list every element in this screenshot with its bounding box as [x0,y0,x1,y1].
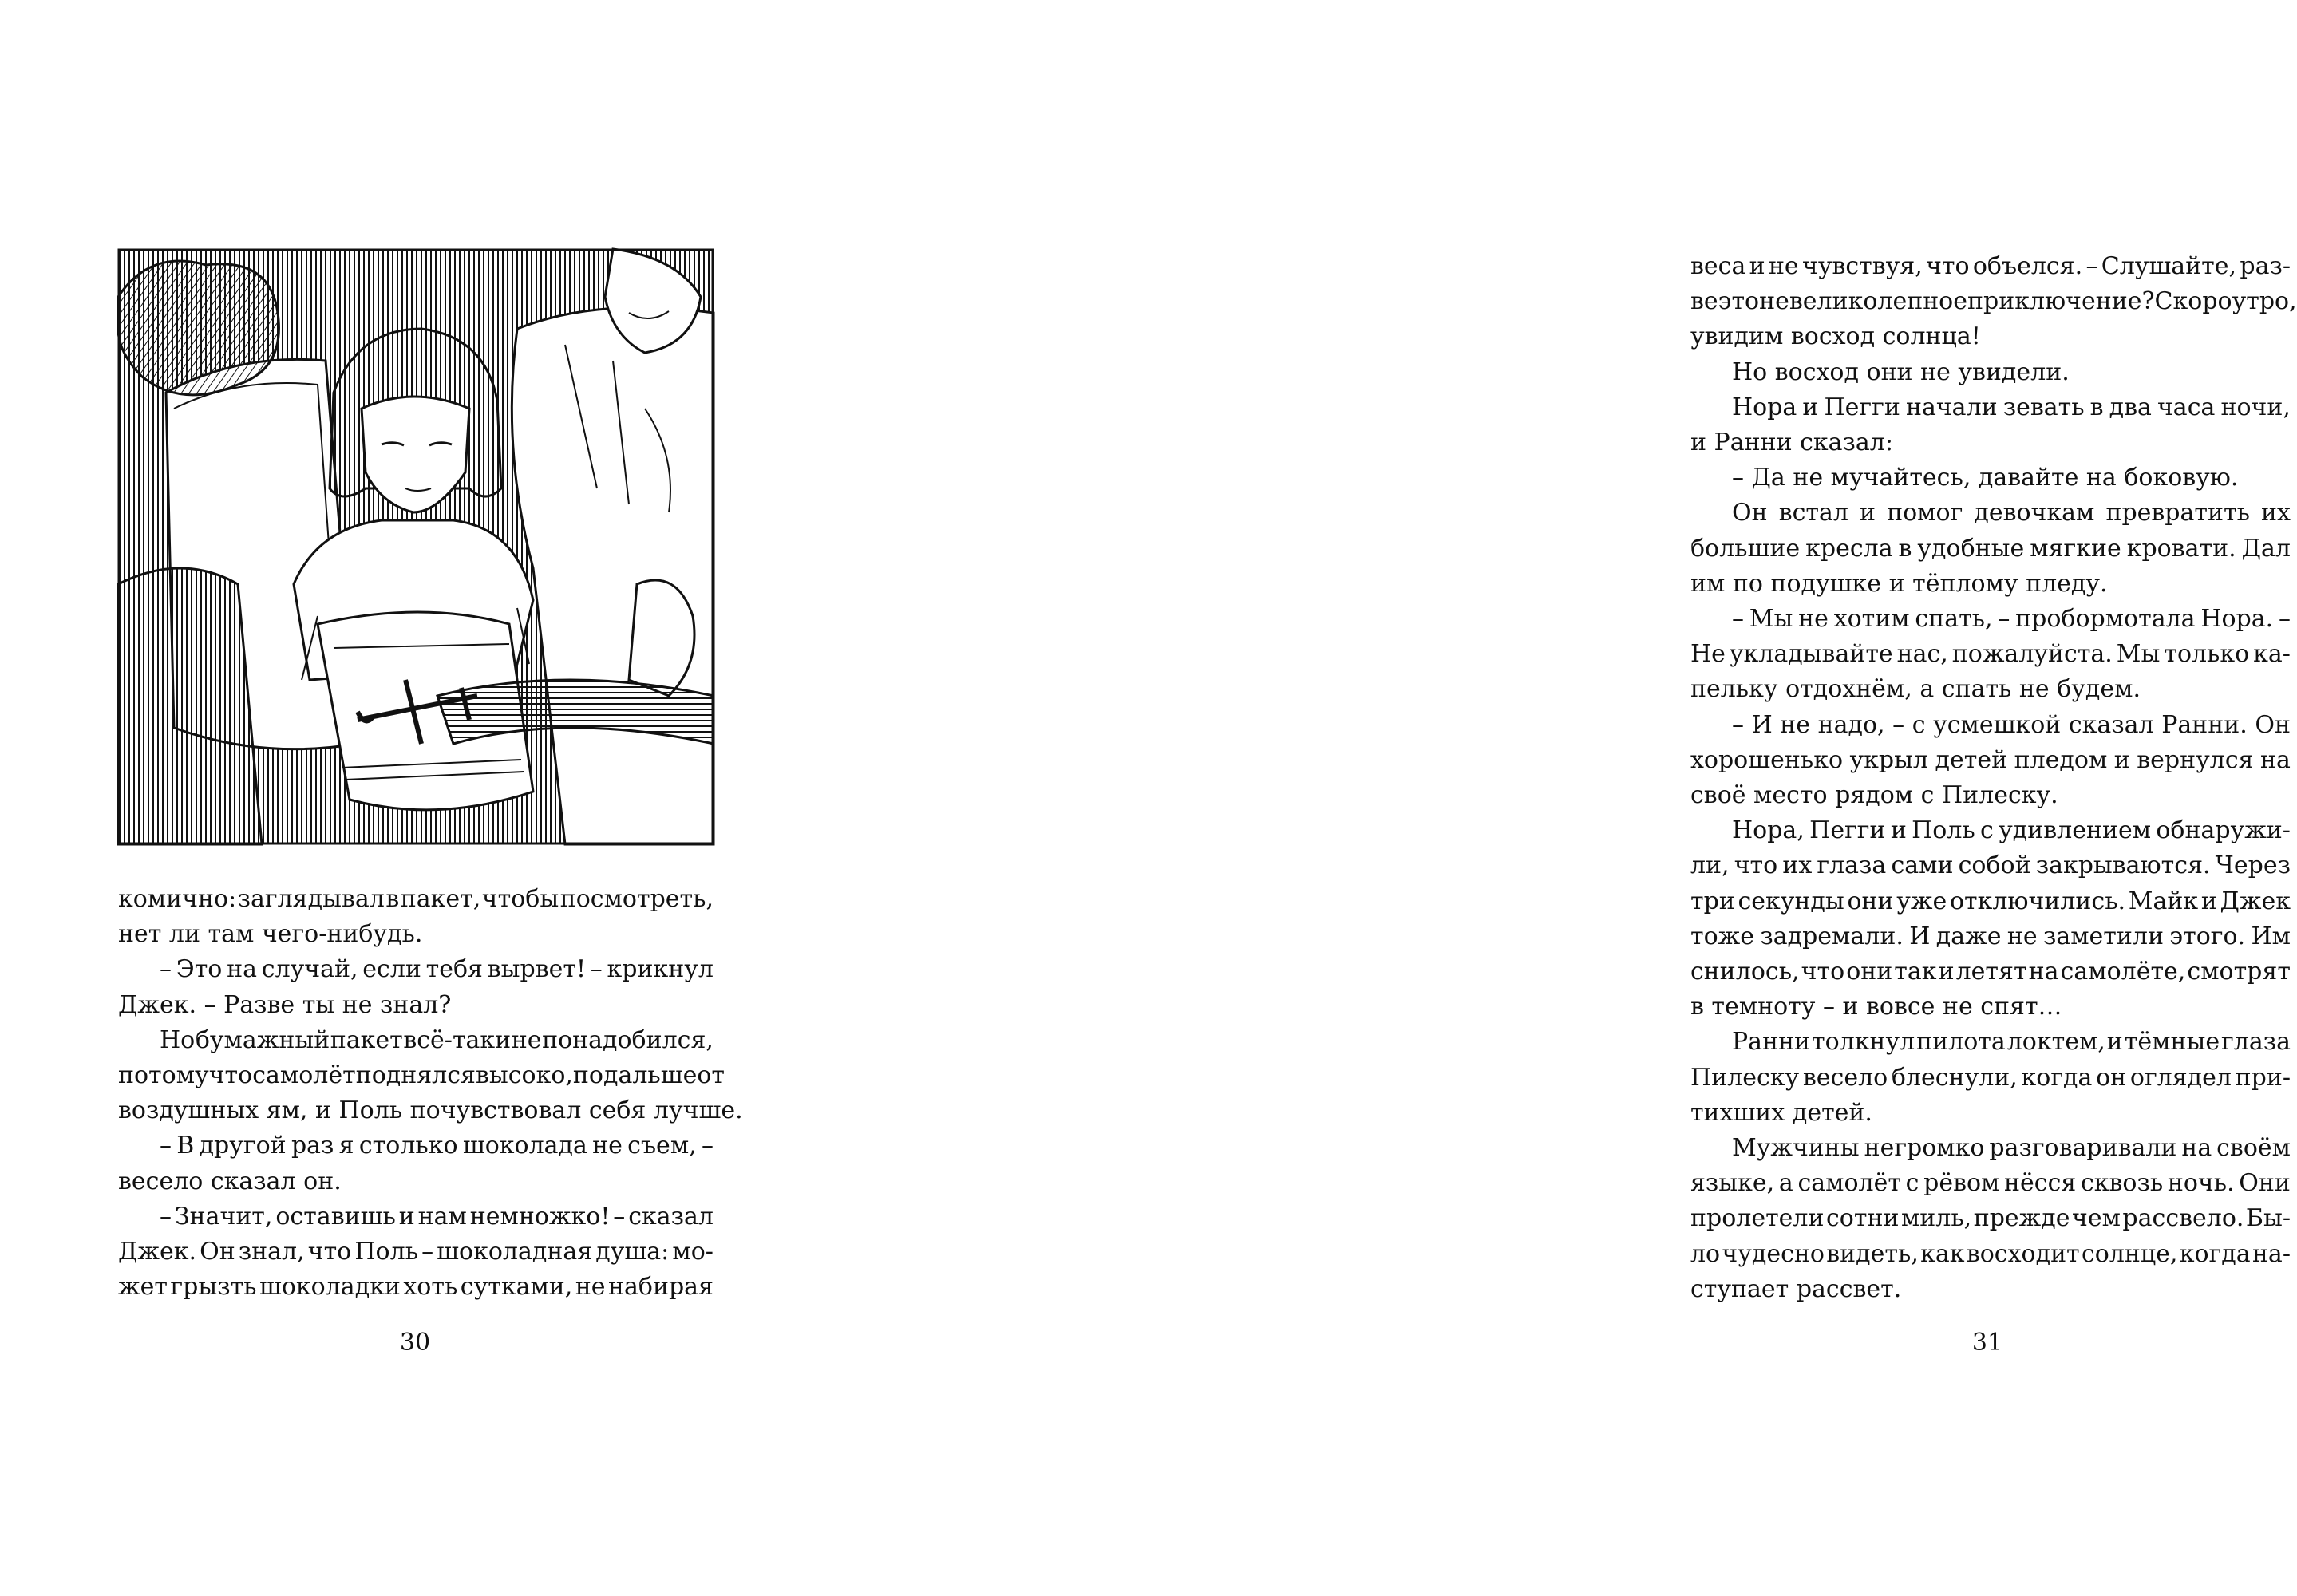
word: кресла [1805,534,1893,563]
word: локтем, [2006,1028,2105,1057]
word: они [1847,887,1894,915]
word: заглядывал [237,885,385,913]
word: на [2028,958,2059,986]
word: мягкие [2030,534,2121,563]
text-line [1690,848,2291,883]
word: заметили [2042,922,2164,950]
word: обнаружи- [2156,816,2291,845]
word: сутками, [460,1273,573,1302]
word: – [160,1202,172,1231]
word: И [1909,922,1931,950]
word: я [338,1132,354,1160]
word: самолёт [1797,1169,1901,1198]
word: приключение? [1967,287,2155,316]
text-line: – Да не мучайтесь, давайте на боковую. [1732,464,2239,492]
word: – [613,1202,626,1231]
word: так [1894,958,1937,986]
word: Значит, [174,1202,273,1231]
word: – [590,955,603,984]
word: разговаривали [1989,1134,2177,1163]
word: отключились. [1949,887,2126,915]
word: усмешкой [1933,710,2062,739]
right-page [798,0,2297,1596]
word: Мужчины [1732,1134,1860,1163]
word: рассвело. [2122,1204,2244,1233]
word: Нора, [1732,816,1805,845]
text-line [1690,390,2291,425]
word: зевать [2002,393,2085,421]
word: не [575,1273,606,1302]
word: не [1798,605,1829,634]
word: задремали. [1760,922,1904,950]
word: оглядел [2129,1063,2232,1092]
word: кровати. [2126,534,2236,563]
word: Нора [1732,393,1797,421]
word: Пилеску [1690,1063,1800,1092]
text-line: Джек. – Разве ты не знал? [118,990,452,1019]
word: не [2006,922,2038,950]
word: собой [1958,851,2031,880]
word: Не [1690,640,1726,669]
text-line [1690,1166,2291,1201]
word: – [2278,605,2291,634]
word: Поль [354,1238,418,1266]
word: Майк [2128,887,2199,915]
word: пролетели [1690,1204,1825,1233]
word: ночи, [2220,393,2291,421]
word: Ранни [1732,1028,1811,1057]
word: Бы- [2245,1204,2291,1233]
word: – [160,1132,172,1160]
word: чтобы [481,885,559,913]
word: Мы [2116,640,2161,669]
word: случай, [261,955,358,984]
left-page-text [118,882,743,1305]
word: и [1749,252,1765,280]
text-line: весело сказал он. [118,1167,342,1195]
word: даже [1935,922,2002,950]
text-line [118,952,714,987]
word: ка- [2253,640,2291,669]
word: хорошенько [1690,745,1844,774]
text-line [1690,1061,2291,1096]
word: негромко [1864,1134,1985,1163]
word: шоколадная [437,1238,593,1266]
word: веса [1690,252,1746,280]
word: нёсся [2004,1169,2077,1198]
word: Но [160,1025,196,1054]
word: прежде [1973,1204,2070,1233]
word: шоколада [462,1132,587,1160]
word: летят [1955,958,2027,986]
text-line: увидим восход солнца! [1690,322,1981,351]
word: комично: [118,885,237,913]
word: что [1734,851,1778,880]
word: это [1718,287,1760,316]
word: оставишь [275,1202,396,1231]
text-line: ступает рассвет. [1690,1274,1902,1303]
right-page-text [1690,249,2297,1307]
word: – [1732,710,1744,739]
word: восходит [1966,1239,2080,1268]
word: не [1759,287,1789,316]
text-line [118,882,714,917]
word: Джек [2220,887,2291,915]
word: ночь. [2167,1169,2235,1198]
word: с [1912,710,1926,739]
word: в [385,885,400,913]
text-line: тихших детей. [1690,1098,1872,1127]
text-line [1690,1237,2291,1272]
word: ло [1690,1239,1721,1268]
word: мо- [672,1238,714,1266]
word: шоколадки [259,1273,401,1302]
word: рёвом [1923,1169,2000,1198]
word: они [1846,958,1893,986]
word: раз [291,1132,334,1160]
word: в [1898,534,1912,563]
word: Они [2239,1169,2291,1198]
word: закрываются. [2035,851,2211,880]
word: посмотреть, [559,885,714,913]
word: глаза [1817,851,1887,880]
word: раз- [2240,252,2291,280]
word: не [511,1025,542,1054]
word: на- [2252,1239,2291,1268]
word: весело [1802,1063,1888,1092]
word: Дал [2241,534,2291,563]
text-line [118,1235,714,1270]
word: помог [1887,499,1963,527]
word: секунды [1738,887,1844,915]
word: Джек. [118,1238,197,1266]
word: ве [1690,287,1718,316]
word: когда [2021,1063,2093,1092]
word: съем, [627,1132,697,1160]
text-line [1690,813,2291,848]
word: Поль [1912,816,1975,845]
word: вернулся [2137,745,2254,774]
illustration-drawing [118,249,714,844]
text-line [118,1023,714,1058]
word: Слушайте, [2101,252,2237,280]
text-line [1690,708,2291,743]
word: хоть [403,1273,458,1302]
word: Нора. [2200,605,2274,634]
word: видеть, [1826,1239,1919,1268]
word: самолёт [252,1061,356,1090]
word: миль, [1900,1204,1972,1233]
word: этого. [2169,922,2246,950]
word: надо, [1817,710,1885,739]
word: объелся. [1972,252,2083,280]
word: три [1690,887,1735,915]
text-line [1690,1025,2291,1060]
word: не [1780,710,1811,739]
word: пакет [330,1025,403,1054]
word: жет [118,1273,168,1302]
word: глаза [2221,1028,2291,1057]
word: пледом [2014,745,2108,774]
word: что [1926,252,1970,280]
word: – [421,1238,434,1266]
word: блеснули, [1891,1063,2018,1092]
word: грызть [170,1273,257,1302]
word: и [1860,499,1876,527]
text-line [1690,1201,2291,1236]
word: что [1801,958,1845,986]
word: другой [199,1132,287,1160]
text-line [1690,1131,2291,1166]
word: на [2260,745,2291,774]
word: Ранни. [2161,710,2248,739]
word: крикнул [607,955,714,984]
word: тебя [425,955,483,984]
text-line [1690,284,2297,319]
word: высоко, [475,1061,573,1090]
word: Скоро [2154,287,2232,316]
word: пакет, [400,885,481,913]
word: если [362,955,421,984]
text-line: Но восход они не увидели. [1732,358,2070,386]
page-number: 30 [399,1329,431,1357]
word: и [1938,958,1955,986]
left-page [0,0,798,1596]
word: и [2200,887,2217,915]
word: нам [417,1202,467,1231]
text-line: и Ранни сказал: [1690,429,1893,457]
word: немножко! [469,1202,611,1231]
word: и [1802,393,1819,421]
word: пробормотала [2015,605,2196,634]
word: толкнул [1812,1028,1915,1057]
word: не [592,1132,623,1160]
word: пожалуйста. [1951,640,2113,669]
word: понадобился, [542,1025,714,1054]
word: великолепное [1789,287,1967,316]
word: хотим [1833,605,1910,634]
word: знал, [238,1238,305,1266]
text-line [1690,743,2291,778]
word: всё-таки [403,1025,512,1054]
text-line: им по подушке и тёплому пледу. [1690,569,2108,598]
word: – [1732,605,1744,634]
text-line [118,1058,725,1093]
word: от [697,1061,725,1090]
illustration [118,249,714,844]
text-line [1690,602,2291,637]
word: на [227,955,258,984]
word: удивлением [1999,816,2152,845]
word: И [1751,710,1773,739]
word: сотни [1825,1204,1900,1233]
word: душа: [595,1238,670,1266]
text-line [1690,249,2291,284]
word: смотрят [2187,958,2291,986]
word: снилось, [1690,958,1800,986]
word: детей [1935,745,2008,774]
word: Пегги [1824,393,1900,421]
word: Мы [1749,605,1793,634]
word: укрыл [1849,745,1929,774]
word: пилота [1916,1028,2006,1057]
text-line [1690,531,2291,567]
word: часа [2157,393,2216,421]
text-line: нет ли там чего-нибудь. [118,920,423,949]
word: подальше [572,1061,698,1090]
text-line [1690,954,2291,990]
word: тёмные [2124,1028,2220,1057]
word: и [398,1202,415,1231]
word: столько [358,1132,458,1160]
word: при- [2235,1063,2291,1092]
word: укладывайте [1729,640,1893,669]
word: вырвет! [487,955,587,984]
text-line: воздушных ям, и Поль почувствовал себя лучше. [118,1096,743,1125]
word: Им [2251,922,2291,950]
word: нас, [1896,640,1948,669]
word: на [2181,1134,2212,1163]
text-line: своё место рядом с Пилеску. [1690,781,2058,810]
word: Это [176,955,223,984]
text-line: пельку отдохнём, а спать не будем. [1690,675,2141,704]
text-line [118,1128,714,1163]
word: потому [118,1061,209,1090]
text-line: в темноту – и вовсе не спят… [1690,993,2062,1021]
word: сказал [2068,710,2154,739]
word: Он [1732,499,1768,527]
word: Пегги [1809,816,1886,845]
word: спать, [1915,605,1993,634]
word: Через [2215,851,2291,880]
word: сквозь [2080,1169,2164,1198]
word: начали [1905,393,1998,421]
word: чудесно [1722,1239,1825,1268]
word: самолёте, [2060,958,2186,986]
word: с [1905,1169,1919,1198]
word: и [1890,816,1907,845]
word: как [1920,1239,1965,1268]
text-line [1690,919,2291,954]
word: поднялся [355,1061,476,1090]
word: в [2089,393,2104,421]
word: ли, [1690,851,1730,880]
word: с [1980,816,1994,845]
word: превратить [2105,499,2250,527]
word: что [307,1238,352,1266]
word: бумажный [195,1025,330,1054]
text-line [118,1199,714,1235]
word: языке, [1690,1169,1775,1198]
word: Он [2255,710,2291,739]
word: тоже [1690,922,1755,950]
text-line [1690,637,2291,672]
word: солнце, [2081,1239,2178,1268]
word: – [1892,710,1905,739]
word: уже [1896,887,1947,915]
word: чувствуя, [1801,252,1923,280]
word: их [1782,851,1813,880]
word: он [2096,1063,2127,1092]
word: их [2261,499,2291,527]
word: сказал [628,1202,714,1231]
word: два [2109,393,2152,421]
word: и [2106,1028,2123,1057]
word: своём [2216,1134,2291,1163]
word: сами [1891,851,1954,880]
word: набирая [608,1273,714,1302]
word: встал [1778,499,1848,527]
word: чем [2071,1204,2121,1233]
word: не [1768,252,1799,280]
word: В [176,1132,195,1160]
word: когда [2179,1239,2251,1268]
text-line [118,1270,714,1305]
word: – [1998,605,2010,634]
word: – [701,1132,714,1160]
word: девочкам [1974,499,2095,527]
word: – [160,955,172,984]
word: – [2085,252,2098,280]
word: большие [1690,534,1801,563]
text-line [1690,884,2291,919]
word: Он [200,1238,235,1266]
word: а [1778,1169,1793,1198]
word: удобные [1917,534,2025,563]
word: и [2113,745,2130,774]
page-number: 31 [1971,1329,2003,1357]
word: утро, [2232,287,2297,316]
word: только [2164,640,2250,669]
text-line [1690,496,2291,531]
word: что [208,1061,253,1090]
